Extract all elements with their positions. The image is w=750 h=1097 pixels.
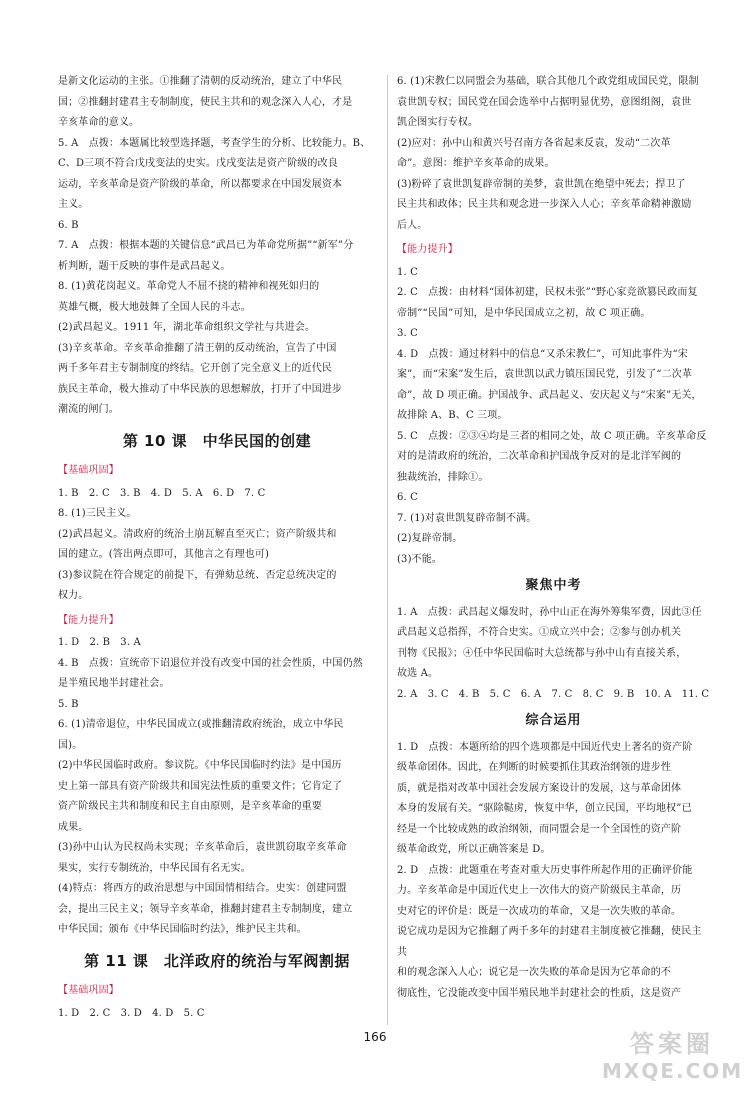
- answer-6: 6. B: [58, 219, 79, 231]
- l10-answer-4: 4. B 点拨：宣统帝下诏退位并没有改变中国的社会性质，中国仍然 是半殖民地半封建社会。: [58, 657, 363, 689]
- r-answer-5: 5. C 点拨：②③④均是三者的相同之处，故 C 项正确。辛亥革命反 对的是清政府的统治，二次革命和护国战争反对的是北洋军阀的 独裁统治，排除①。: [397, 430, 707, 483]
- page-number: 166: [363, 1030, 387, 1044]
- focus-answers-2-11: 2. A 3. C 4. B 5. C 6. A 7. C 8. C 9. B 10. A 11. C: [397, 688, 710, 700]
- column-divider: [387, 75, 388, 1025]
- watermark-logo: 答案圈: [630, 1030, 714, 1058]
- answer-5: 5. A 点拨：本题属比较型选择题，考查学生的分析、比较能力。B、 C、D三项不符合戊戌变法的史实。戊戌变法是资产阶级的改良 运动，辛亥革命是资产阶级的革命，所以都要求在中国发展资本 主义。: [58, 137, 371, 210]
- tag-ability-right: 【能力提升】: [397, 244, 458, 255]
- r-answer-4: 4. D 点拨：通过材料中的信息“又杀宋教仁”，可知此事件为“宋 案”，而“宋案”发生后，袁世凯以武力镇压国民党，引发了“二次革 命”，故 D 项正确。护国战争、武昌起义、安庆起义与“宋案”无关， 故排除 A、B、C 三项。: [397, 348, 702, 421]
- answer-intro: 是新文化运动的主张。①推翻了清朝的反动统治，建立了中华民 国；②推翻封建君主专制制度，使民主共和的观念深入人心，才是 辛亥革命的意义。: [58, 76, 353, 128]
- comp-answer-1: 1. D 点拨：本题所给的四个选项都是中国近代史上著名的资产阶 级革命团体。因此，在判断的时候要抓住其政治纲领的进步性 质，就是指对改革中国社会发展方案设计的发展，这与革命团体 本身的发展有关。“驱除鞑虏，恢复中华，创立民国，平均地权”已 经是一个比较成熟的政治纲领，而同盟会是一个全国性的资产阶 级革命政党，所以正确答案是 D。: [397, 741, 693, 855]
- l10-answer-8: 8. (1)三民主义。 (2)武昌起义。清政府的统治土崩瓦解直至灭亡；资产阶级共和 国的建立。(答出两点即可，其他言之有理也可) (3)参议院在符合规定的前提下，有弹劾总统、否定总统决定的 权力。: [58, 508, 337, 601]
- l10-answers-1-7: 1. B 2. C 3. B 4. D 5. A 6. D 7. C: [58, 487, 266, 499]
- right-column: [397, 72, 710, 1004]
- r-answer-2: 2. C 点拨：由材料“国体初建，民权未张”“野心家竞欲篡民政而复 帝制”“民国”可知，是中华民国成立之初，故 C 项正确。: [397, 287, 698, 319]
- watermark: [602, 1029, 742, 1091]
- comp-answer-2: 2. D 点拨：此题重在考查对重大历史事件所起作用的正确评价能 力。辛亥革命是中国近代史上一次伟大的资产阶级民主革命，历 史对它的评价是：既是一次成功的革命，又是一次失败的革命。 说它成功是因为它推翻了两千多年的封建君主制度被它推翻，使民主共 和的观念深入人心；说它是一次失败的革命是因为它革命的不 彻底性，它没能改变中国半殖民地半封建社会的性质，这是资产: [397, 864, 702, 999]
- answer-7: 7. A 点拨：根据本题的关键信息“武昌已为革命党所据”“新军”分 析判断，题干反映的事件是武昌起义。: [58, 240, 354, 272]
- answer-6-right: 6. (1)宋教仁以同盟会为基础，联合其他几个政党组成国民党，限制 袁世凯专权；国民党在国会选举中占据明显优势，意图组阁，袁世 凯企图实行专权。 (2)应对：孙中山和黄兴号召南方各省起来反袁，发动“二次革 命”。意图：维护辛亥革命的成果。 (3)粉碎了袁世凯复辟帝制的美梦，袁世凯在绝望中死去；捍卫了 民主共和政体；民主共和观念进一步深入人心；辛亥革命精神激励 后人。: [397, 76, 699, 231]
- focus-answer-1: 1. A 点拨：武昌起义爆发时，孙中山正在海外筹集军费，因此③任 武昌起义总指挥，不符合史实。①成立兴中会；②参与创办机关 刊物《民报》；④任中华民国临时大总统都与孙中山有直接关系， 故选 A。: [397, 606, 702, 679]
- answer-8: 8. (1)黄花岗起义。革命党人不屈不挠的精神和视死如归的 英雄气概，极大地鼓舞了全国人民的斗志。 (2)武昌起义。1911 年，湖北革命组织文学社与共进会。 (3)辛亥革命。辛亥革命推翻了清王朝的反动统治，宣告了中国 两千多年君主专制制度的终结。它开创了完全意义上的近代民 族民主革命，极大推动了中华民族的思想解放，打开了中国进步 潮流的闸门。: [58, 281, 343, 415]
- tag-ability: 【能力提升】: [58, 614, 119, 626]
- r-answer-6: 6. C: [397, 492, 418, 503]
- r-answer-7: 7. (1)对袁世凯复辟帝制不满。 (2)复辟帝制。 (3)不能。: [397, 512, 537, 565]
- l11-answers-1-5: 1. D 2. C 3. D 4. D 5. C: [58, 1007, 205, 1019]
- r-answer-1: 1. C: [397, 266, 418, 278]
- left-column: [58, 72, 376, 1024]
- watermark-url: MXQE.COM: [602, 1059, 744, 1083]
- tag-basic-2: 【基础巩固】: [58, 985, 119, 996]
- l10-answer-5: 5. B: [58, 698, 79, 710]
- tag-basic: 【基础巩固】: [58, 465, 119, 476]
- l10-answer-6: 6. (1)清帝退位，中华民国成立(或推翻清政府统治，成立中华民 国)。 (2)中华民国临时政府。参议院。《中华民国临时约法》是中国历 史上第一部具有资产阶级共和国宪法性质的重要文件；它肯定了 资产阶级民主共和制度和民主自由原则，是辛亥革命的重要 成果。 (3)孙中山认为民权尚未实现；辛亥革命后，袁世凯窃取辛亥革命 果实，实行专制统治，中华民国有名无实。 (4)特点：将西方的政治思想与中国国情相结合。史实：创建同盟 会，提出三民主义；领导辛亥革命，推翻封建君主专制制度，建立 中华民国；颁布《中华民国临时约法》，维护民主共和。: [58, 719, 353, 935]
- section-comprehensive-title: 综合运用: [525, 713, 582, 728]
- section-focus-title: 聚焦中考: [525, 578, 582, 593]
- r-answer-3: 3. C: [397, 328, 418, 339]
- lesson-11-title: 第 11 课 北洋政府的统治与军阀割据: [84, 951, 350, 970]
- l10-answers-1-3: 1. D 2. B 3. A: [58, 637, 141, 648]
- lesson-10-title: 第 10 课 中华民国的创建: [122, 431, 312, 450]
